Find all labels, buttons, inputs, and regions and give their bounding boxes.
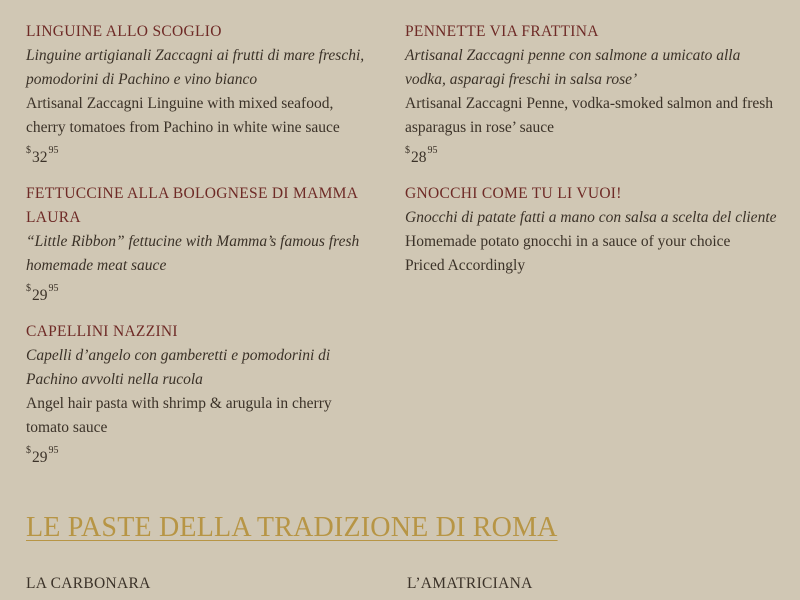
dish-description-italian: Capelli d’angelo con gamberetti e pomodorini di Pachino avvolti nella rucola — [26, 347, 331, 388]
dish-price-text: Priced Accordingly — [405, 257, 526, 274]
dish-fettuccine-bolognese — [26, 182, 376, 304]
price-currency: $ — [26, 445, 31, 456]
price-cents: 95 — [48, 283, 59, 294]
dish-price — [26, 278, 376, 304]
dish-name: GNOCCHI COME TU LI VUOI! — [405, 185, 622, 202]
dish-price — [405, 140, 780, 166]
dish-name: CAPELLINI NAZZINI — [26, 323, 178, 340]
dish-price — [26, 140, 376, 166]
dish-description-italian: Artisanal Zaccagni penne con salmone a umicato alla vodka, asparagi freschi in salsa rose’ — [405, 47, 741, 88]
dish-pennette-via-frattina — [405, 20, 780, 166]
dish-gnocchi — [405, 182, 780, 278]
dish-description-italian: “Little Ribbon” fettucine with Mamma’s famous fresh homemade meat sauce — [26, 233, 360, 274]
dish-name: FETTUCCINE ALLA BOLOGNESE DI MAMMA LAURA — [26, 185, 358, 226]
price-amount: 29 — [32, 287, 48, 304]
dish-description-english: Artisanal Zaccagni Penne, vodka-smoked salmon and fresh asparagus in rose’ sauce — [405, 95, 774, 136]
price-currency: $ — [405, 145, 410, 156]
price-cents: 95 — [48, 145, 59, 156]
dish-name-carbonara: LA CARBONARA — [26, 575, 151, 592]
price-currency: $ — [26, 283, 31, 294]
dish-name-amatriciana: L’AMATRICIANA — [407, 575, 533, 592]
dish-capellini-nazzini — [26, 320, 376, 466]
dish-name: LINGUINE ALLO SCOGLIO — [26, 23, 222, 40]
price-amount: 29 — [32, 449, 48, 466]
price-amount: 28 — [411, 149, 427, 166]
price-cents: 95 — [48, 445, 59, 456]
dish-description-italian: Gnocchi di patate fatti a mano con salsa a scelta del cliente — [405, 209, 777, 226]
section-title: LE PASTE DELLA TRADIZIONE DI ROMA — [26, 512, 558, 543]
price-cents: 95 — [427, 145, 438, 156]
right-column — [405, 20, 780, 298]
dish-description-english: Angel hair pasta with shrimp & arugula in cherry tomato sauce — [26, 395, 332, 436]
dish-name: PENNETTE VIA FRATTINA — [405, 23, 599, 40]
price-currency: $ — [26, 145, 31, 156]
price-amount: 32 — [32, 149, 48, 166]
dish-description-italian: Linguine artigianali Zaccagni ai frutti di mare freschi, pomodorini di Pachino e vino bianco — [26, 47, 365, 88]
dish-description-english: Homemade potato gnocchi in a sauce of your choice — [405, 233, 731, 250]
dish-description-english: Artisanal Zaccagni Linguine with mixed seafood, cherry tomatoes from Pachino in white wine sauce — [26, 95, 340, 136]
dish-price — [26, 440, 376, 466]
dish-linguine-allo-scoglio — [26, 20, 376, 166]
left-column — [26, 20, 376, 482]
